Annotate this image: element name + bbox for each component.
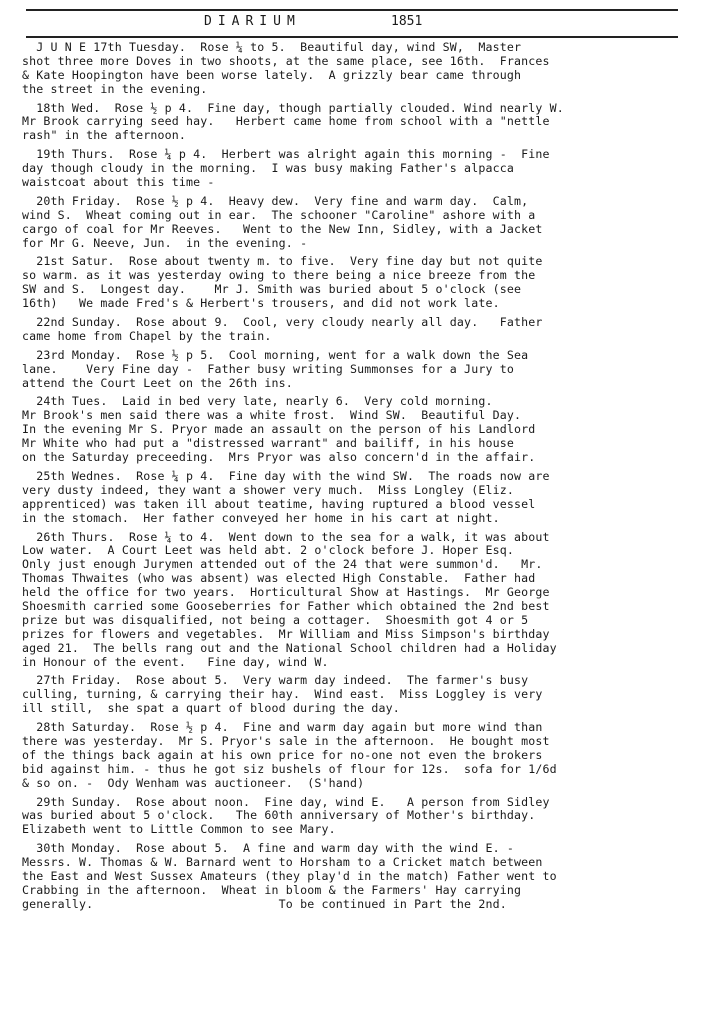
- entry-line: was buried about 5 o'clock. The 60th anniversary of Mother's birthday.: [22, 808, 536, 823]
- entry-line: Low water. A Court Leet was held abt. 2 o'clock before J. Hoper Esq.: [22, 543, 514, 558]
- diary-entry: [22, 395, 702, 464]
- entry-line: 30th Monday. Rose about 5. A fine and warm day with the wind E. -: [22, 841, 514, 856]
- diary-entry: [22, 148, 702, 190]
- entry-line: 18th Wed. Rose ½ p 4. Fine day, though partially clouded. Wind nearly W.: [22, 100, 564, 115]
- diary-entry: [22, 255, 702, 311]
- diary-entry: [22, 531, 702, 670]
- header-top-rule: [26, 9, 678, 11]
- entry-line: 28th Saturday. Rose ½ p 4. Fine and warm day again but more wind than: [22, 720, 543, 735]
- header-title: DIARIUM: [204, 14, 301, 29]
- entry-line: very dusty indeed, they want a shower very much. Miss Longley (Eliz.: [22, 482, 514, 497]
- entry-line: 29th Sunday. Rose about noon. Fine day, wind E. A person from Sidley: [22, 794, 550, 809]
- entry-line: & so on. - Ody Wenham was auctioneer. (S'hand): [22, 775, 365, 790]
- entry-line: shot three more Doves in two shoots, at the same place, see 16th. Frances: [22, 53, 550, 68]
- entry-line: in the stomach. Her father conveyed her home in his cart at night.: [22, 510, 500, 525]
- entry-line: Shoesmith carried some Gooseberries for Father which obtained the 2nd best: [22, 598, 550, 613]
- entry-line: bid against him. - thus he got siz bushels of flour for 12s. sofa for 1/6d: [22, 761, 557, 776]
- entry-line: so warm. as it was yesterday owing to there being a nice breeze from the: [22, 268, 536, 283]
- entry-line: 23rd Monday. Rose ½ p 5. Cool morning, went for a walk down the Sea: [22, 347, 529, 362]
- diary-entry: [22, 41, 702, 97]
- entry-line: prize but was disqualified, not being a cottager. Shoesmith got 4 or 5: [22, 612, 529, 627]
- entry-line: cargo of coal for Mr Reeves. Went to the New Inn, Sidley, with a Jacket: [22, 221, 543, 236]
- entry-line: 25th Wednes. Rose ¼ p 4. Fine day with the wind SW. The roads now are: [22, 468, 550, 483]
- diary-entry: [22, 349, 702, 391]
- diary-entry: [22, 316, 702, 344]
- header-bottom-rule: [26, 36, 678, 38]
- entry-line: waistcoat about this time -: [22, 175, 215, 190]
- entry-line: Mr White who had put a "distressed warrant" and bailiff, in his house: [22, 436, 514, 451]
- entry-line: apprenticed) was taken ill about teatime, having ruptured a blood vessel: [22, 496, 536, 511]
- entry-line: Thomas Thwaites (who was absent) was elected High Constable. Father had: [22, 571, 536, 586]
- entry-line: the street in the evening.: [22, 81, 208, 96]
- diary-entries: [22, 41, 702, 917]
- entry-line: & Kate Hoopington have been worse lately. A grizzly bear came through: [22, 67, 522, 82]
- entry-line: prizes for flowers and vegetables. Mr William and Miss Simpson's birthday: [22, 626, 550, 641]
- entry-line: there was yesterday. Mr S. Pryor's sale in the afternoon. He bought most: [22, 733, 550, 748]
- diary-entry: [22, 721, 702, 790]
- entry-line: 26th Thurs. Rose ¼ to 4. Went down to the sea for a walk, it was about: [22, 529, 550, 544]
- entry-line: on the Saturday preceeding. Mrs Pryor was also concern'd in the affair.: [22, 450, 536, 465]
- entry-line: Only just enough Jurymen attended out of the 24 that were summon'd. Mr.: [22, 557, 543, 572]
- diary-entry: [22, 102, 702, 144]
- diary-entry: [22, 195, 702, 251]
- entry-line: 19th Thurs. Rose ¼ p 4. Herbert was alright again this morning - Fine: [22, 147, 550, 162]
- entry-line: In the evening Mr S. Pryor made an assault on the person of his Landlord: [22, 422, 536, 437]
- entry-line: day though cloudy in the morning. I was busy making Father's alpacca: [22, 161, 514, 176]
- entry-line: 24th Tues. Laid in bed very late, nearly 6. Very cold morning.: [22, 394, 493, 409]
- entry-line: in Honour of the event. Fine day, wind W.: [22, 654, 329, 669]
- entry-line: J U N E 17th Tuesday. Rose ¼ to 5. Beautiful day, wind SW, Master: [22, 40, 522, 54]
- entry-line: Mr Brook's men said there was a white frost. Wind SW. Beautiful Day.: [22, 408, 522, 423]
- diary-entry: [22, 796, 702, 838]
- entry-line: generally. To be continued in Part the 2nd.: [22, 896, 507, 911]
- entry-line: 16th) We made Fred's & Herbert's trousers, and did not work late.: [22, 296, 500, 311]
- entry-line: Mr Brook carrying seed hay. Herbert came home from school with a "nettle: [22, 114, 550, 129]
- entry-line: wind S. Wheat coming out in ear. The schooner "Caroline" ashore with a: [22, 207, 536, 222]
- entry-line: Messrs. W. Thomas & W. Barnard went to Horsham to a Cricket match between: [22, 855, 543, 870]
- entry-line: for Mr G. Neeve, Jun. in the evening. -: [22, 235, 308, 250]
- entry-line: 21st Satur. Rose about twenty m. to five. Very fine day but not quite: [22, 254, 543, 269]
- entry-line: aged 21. The bells rang out and the National School children had a Holiday: [22, 640, 557, 655]
- page-header: [26, 14, 678, 34]
- diary-entry: [22, 842, 702, 911]
- entry-line: SW and S. Longest day. Mr J. Smith was buried about 5 o'clock (see: [22, 282, 522, 297]
- entry-line: 27th Friday. Rose about 5. Very warm day indeed. The farmer's busy: [22, 673, 529, 688]
- entry-line: Crabbing in the afternoon. Wheat in bloom & the Farmers' Hay carrying: [22, 882, 522, 897]
- entry-line: 20th Friday. Rose ½ p 4. Heavy dew. Very fine and warm day. Calm,: [22, 193, 529, 208]
- entry-line: of the things back again at his own price for no-one not even the brokers: [22, 747, 543, 762]
- entry-line: attend the Court Leet on the 26th ins.: [22, 375, 293, 390]
- header-year: 1851: [391, 14, 423, 29]
- entry-line: Elizabeth went to Little Common to see Mary.: [22, 822, 336, 837]
- entry-line: lane. Very Fine day - Father busy writing Summonses for a Jury to: [22, 361, 514, 376]
- diary-entry: [22, 470, 702, 526]
- entry-line: culling, turning, & carrying their hay. Wind east. Miss Loggley is very: [22, 687, 543, 702]
- entry-line: came home from Chapel by the train.: [22, 328, 272, 343]
- diary-entry: [22, 674, 702, 716]
- entry-line: the East and West Sussex Amateurs (they play'd in the match) Father went to: [22, 868, 557, 883]
- entry-line: 22nd Sunday. Rose about 9. Cool, very cloudy nearly all day. Father: [22, 315, 543, 330]
- entry-line: ill still, she spat a quart of blood during the day.: [22, 701, 400, 716]
- entry-line: rash" in the afternoon.: [22, 128, 186, 143]
- entry-line: held the office for two years. Horticultural Show at Hastings. Mr George: [22, 585, 550, 600]
